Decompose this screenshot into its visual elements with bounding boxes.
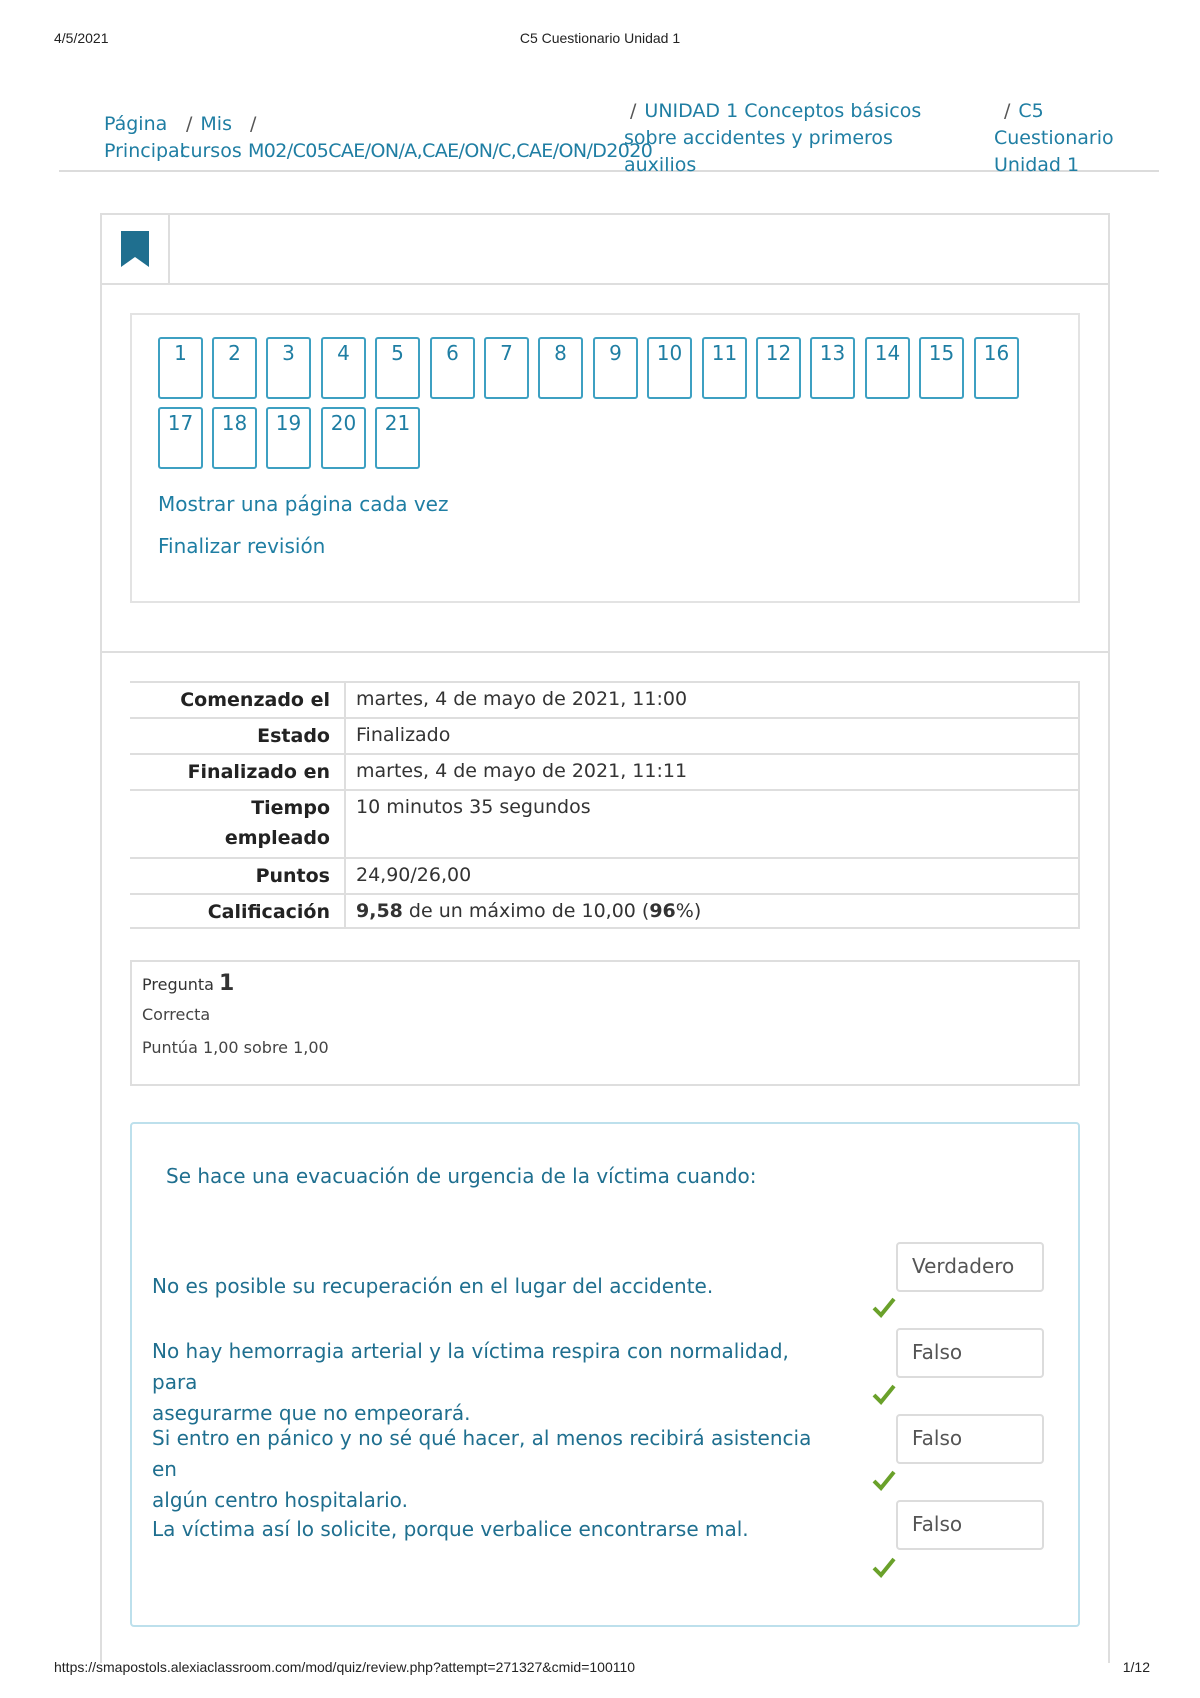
question-button-6[interactable]: 6 — [430, 337, 475, 399]
question-label: Pregunta — [142, 975, 214, 994]
breadcrumb-unit-line3[interactable]: auxilios — [624, 154, 697, 176]
breadcrumb-item-course[interactable] — [248, 138, 652, 165]
breadcrumb-quiz-line3[interactable]: Unidad 1 — [994, 154, 1080, 176]
question-content — [130, 1122, 1080, 1627]
print-url: https://smapostols.alexiaclassroom.com/mod/quiz/review.php?attempt=271327&cmid=100110 — [54, 1659, 636, 1675]
summary-label: Calificación — [207, 901, 330, 923]
breadcrumb-separator: / — [186, 113, 193, 135]
breadcrumb-course-code[interactable]: M02/C05CAE/ON/A,CAE/ON/C,CAE/ON/D2020 — [248, 140, 653, 162]
flag-cell[interactable] — [102, 215, 170, 283]
answer-select-2[interactable]: Falso — [896, 1328, 1044, 1378]
summary-value: 10 minutos 35 segundos — [344, 791, 1080, 857]
bookmark-flag-icon[interactable] — [120, 231, 150, 267]
print-page-count: 1/12 — [1122, 1659, 1150, 1675]
statement-line: Si entro en pánico y no sé qué hacer, al menos recibirá asistencia en — [152, 1426, 812, 1481]
check-icon — [872, 1296, 896, 1318]
summary-value: 24,90/26,00 — [344, 859, 1080, 893]
breadcrumb-home-line2[interactable]: Principal — [104, 140, 185, 162]
check-icon — [872, 1383, 896, 1405]
breadcrumb-item-my-courses[interactable] — [186, 111, 264, 138]
statement-line: asegurarme que no empeorará. — [152, 1401, 471, 1425]
breadcrumb-separator: / — [250, 113, 257, 135]
question-button-7[interactable]: 7 — [484, 337, 529, 399]
question-button-11[interactable]: 11 — [702, 337, 747, 399]
breadcrumb-item-my-courses-2[interactable] — [180, 138, 242, 165]
question-button-15[interactable]: 15 — [919, 337, 964, 399]
breadcrumb-unit-line1[interactable]: UNIDAD 1 Conceptos básicos — [644, 100, 922, 122]
question-button-20[interactable]: 20 — [321, 407, 366, 469]
statement-line: No es posible su recuperación en el lugar del accidente. — [152, 1274, 714, 1298]
question-button-13[interactable]: 13 — [810, 337, 855, 399]
summary-label-line1: Tiempo — [251, 797, 330, 819]
grade-score: 9,58 — [356, 900, 403, 922]
summary-value: martes, 4 de mayo de 2021, 11:00 — [344, 683, 1080, 717]
question-button-5[interactable]: 5 — [375, 337, 420, 399]
question-state: Correcta — [142, 1005, 211, 1024]
summary-label: Comenzado el — [180, 689, 330, 711]
summary-row-time — [130, 789, 1080, 857]
answer-select-4[interactable]: Falso — [896, 1500, 1044, 1550]
question-button-3[interactable]: 3 — [266, 337, 311, 399]
summary-row-started — [130, 681, 1080, 717]
answer-select-3[interactable]: Falso — [896, 1414, 1044, 1464]
statement-3 — [152, 1423, 832, 1516]
breadcrumb-item-home-2[interactable] — [104, 138, 185, 165]
question-number — [142, 972, 1068, 997]
flag-bar — [102, 215, 1108, 285]
breadcrumb-unit-line2[interactable]: sobre accidentes y primeros — [624, 127, 893, 149]
breadcrumb-my-courses-line2[interactable]: cursos — [180, 140, 242, 162]
grade-percent: 96 — [649, 900, 676, 922]
summary-value: Finalizado — [344, 719, 1080, 753]
question-button-10[interactable]: 10 — [647, 337, 692, 399]
print-title: C5 Cuestionario Unidad 1 — [519, 30, 681, 46]
breadcrumb-quiz-line1[interactable]: C5 — [1018, 100, 1044, 122]
question-button-17[interactable]: 17 — [158, 407, 203, 469]
grade-text: de un máximo de 10,00 ( — [402, 900, 650, 922]
breadcrumb — [104, 100, 1114, 184]
breadcrumb-item-unit[interactable] — [624, 98, 921, 179]
question-button-16[interactable]: 16 — [974, 337, 1019, 399]
statement-line: La víctima así lo solicite, porque verbalice encontrarse mal. — [152, 1517, 749, 1541]
answer-select-1[interactable]: Verdadero — [896, 1242, 1044, 1292]
summary-row-points — [130, 857, 1080, 893]
breadcrumb-home-line1[interactable]: Página — [104, 113, 168, 135]
print-header — [0, 30, 1200, 50]
section-divider — [102, 651, 1108, 653]
quiz-navigation — [130, 313, 1080, 603]
question-button-9[interactable]: 9 — [593, 337, 638, 399]
breadcrumb-quiz-line2[interactable]: Cuestionario — [994, 127, 1114, 149]
question-info — [130, 960, 1080, 1086]
summary-label: Finalizado en — [187, 761, 330, 783]
quiz-review-region — [100, 213, 1110, 1663]
show-one-page-link[interactable]: Mostrar una página cada vez — [158, 492, 449, 516]
question-grade: Puntúa 1,00 sobre 1,00 — [142, 1038, 329, 1057]
check-icon — [872, 1556, 896, 1578]
question-button-4[interactable]: 4 — [321, 337, 366, 399]
question-button-19[interactable]: 19 — [266, 407, 311, 469]
question-button-1[interactable]: 1 — [158, 337, 203, 399]
question-text: Se hace una evacuación de urgencia de la víctima cuando: — [166, 1164, 757, 1188]
summary-row-finished — [130, 753, 1080, 789]
breadcrumb-separator: / — [630, 100, 637, 122]
print-footer — [0, 1659, 1200, 1679]
statement-line: algún centro hospitalario. — [152, 1488, 408, 1512]
question-button-18[interactable]: 18 — [212, 407, 257, 469]
summary-row-grade — [130, 893, 1080, 929]
summary-label: Estado — [257, 725, 330, 747]
breadcrumb-item-quiz[interactable] — [994, 98, 1114, 179]
statement-4 — [152, 1514, 832, 1545]
grade-text-end: %) — [675, 900, 702, 922]
question-button-14[interactable]: 14 — [865, 337, 910, 399]
question-button-8[interactable]: 8 — [538, 337, 583, 399]
summary-value-grade — [344, 895, 1080, 927]
question-button-21[interactable]: 21 — [375, 407, 420, 469]
summary-row-state — [130, 717, 1080, 753]
breadcrumb-item-home[interactable] — [104, 111, 167, 138]
summary-label-line2: empleado — [224, 827, 330, 849]
print-date: 4/5/2021 — [54, 30, 109, 46]
statement-2 — [152, 1336, 832, 1429]
statement-line: No hay hemorragia arterial y la víctima respira con normalidad, para — [152, 1339, 789, 1394]
breadcrumb-my-courses-line1[interactable]: Mis — [200, 113, 232, 135]
question-button-2[interactable]: 2 — [212, 337, 257, 399]
question-button-12[interactable]: 12 — [756, 337, 801, 399]
check-icon — [872, 1469, 896, 1491]
question-number-value: 1 — [219, 971, 235, 996]
breadcrumb-separator: / — [1004, 100, 1011, 122]
summary-label — [130, 793, 342, 853]
statement-1 — [152, 1271, 832, 1302]
finish-review-link[interactable]: Finalizar revisión — [158, 534, 326, 558]
summary-value: martes, 4 de mayo de 2021, 11:11 — [344, 755, 1080, 789]
summary-label: Puntos — [255, 865, 330, 887]
